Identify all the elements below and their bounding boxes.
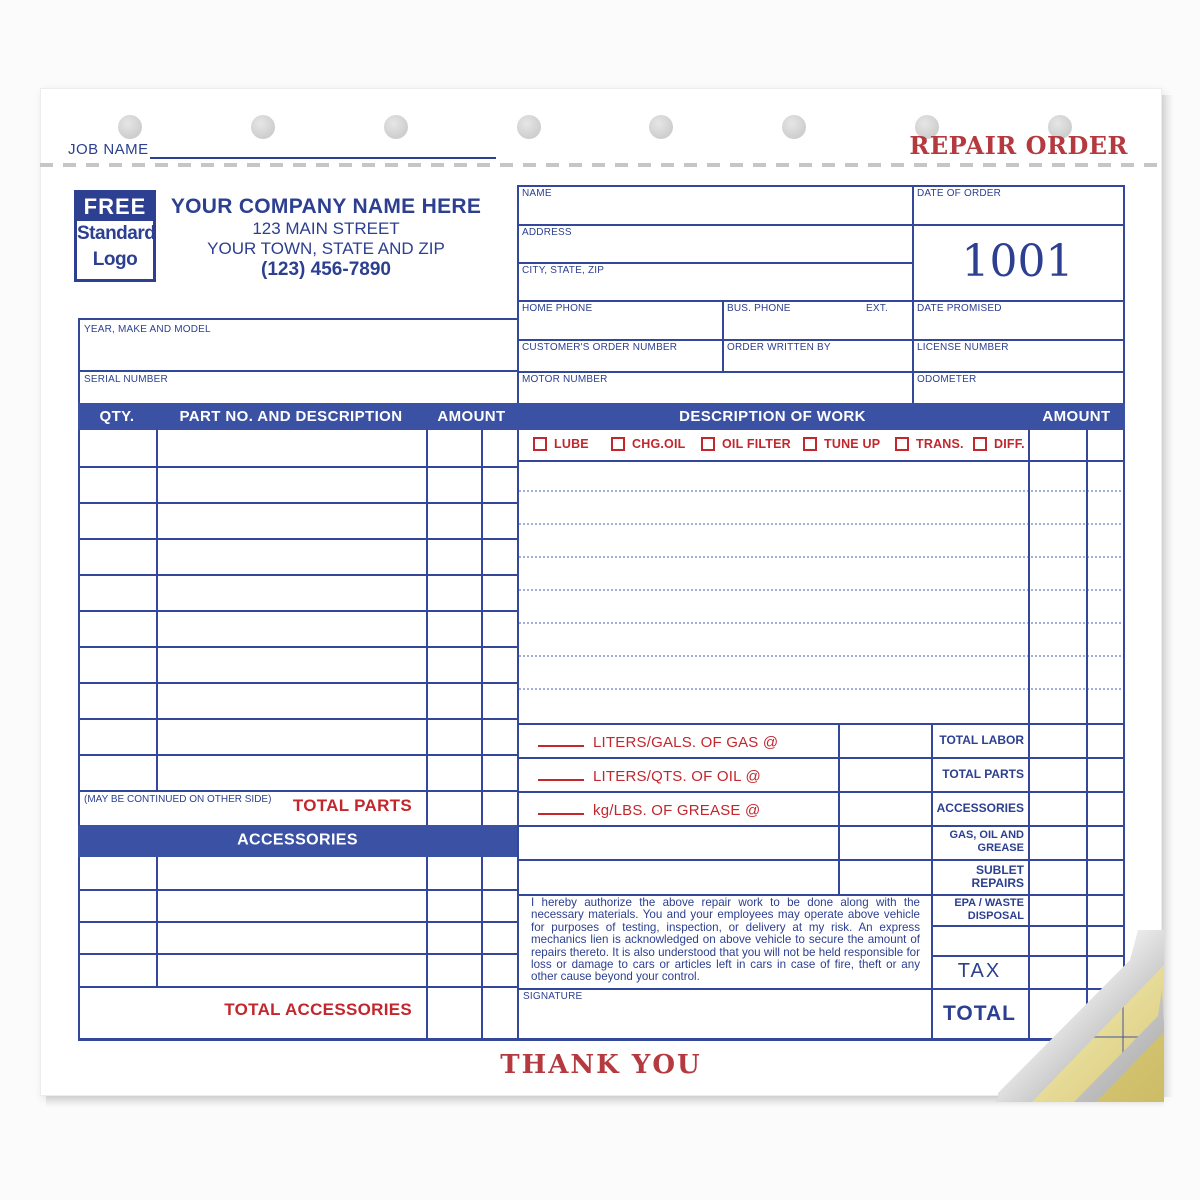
- home-phone-field[interactable]: [519, 314, 720, 337]
- part-description-header: PART NO. AND DESCRIPTION: [179, 407, 403, 425]
- checkbox-chg-oil[interactable]: [611, 437, 685, 451]
- total-parts-amount-cell[interactable]: [1030, 759, 1121, 789]
- signature-field[interactable]: [519, 1002, 929, 1036]
- punch-hole-icon: [384, 115, 408, 139]
- order-number: 1001: [961, 236, 1074, 287]
- odometer-field[interactable]: [914, 385, 1121, 401]
- page-curl: [990, 928, 1164, 1102]
- order-written-by-field[interactable]: [724, 353, 910, 369]
- grid-line: [517, 339, 1125, 341]
- date-promised-label: DATE PROMISED: [917, 303, 1002, 314]
- grid-line: [78, 318, 519, 320]
- ext-field[interactable]: [866, 314, 910, 337]
- parts-table-row[interactable]: [80, 718, 515, 754]
- accessories-row[interactable]: [80, 889, 515, 921]
- customers-order-number-label: CUSTOMER'S ORDER NUMBER: [522, 342, 678, 353]
- company-name: YOUR COMPANY NAME HERE: [170, 195, 482, 218]
- grid-line: [517, 371, 1125, 373]
- checkbox-lube[interactable]: [533, 437, 589, 451]
- grease-line-label: kg/LBS. OF GREASE @: [593, 802, 761, 819]
- punch-hole-icon: [649, 115, 673, 139]
- parts-table-row[interactable]: [80, 502, 515, 538]
- description-of-work-header: DESCRIPTION OF WORK: [679, 407, 866, 425]
- license-number-label: LICENSE NUMBER: [917, 342, 1009, 353]
- grid-line: [517, 185, 1125, 187]
- accessories-row[interactable]: [80, 953, 515, 986]
- total-parts-row-label: TOTAL PARTS: [292, 796, 412, 815]
- fill-in-blank[interactable]: [538, 768, 584, 781]
- motor-number-label: MOTOR NUMBER: [522, 374, 608, 385]
- checkbox-label: CHG.OIL: [632, 437, 686, 451]
- company-street: 123 MAIN STREET: [252, 219, 400, 238]
- continued-note: (MAY BE CONTINUED ON OTHER SIDE): [84, 794, 272, 805]
- gas-oil-grease-label: GAS, OIL AND GREASE: [949, 829, 1024, 854]
- company-block: [160, 195, 492, 281]
- total-parts-amount-cell[interactable]: [428, 790, 515, 825]
- city-state-zip-label: CITY, STATE, ZIP: [522, 265, 605, 276]
- tax-label: TAX: [957, 960, 1002, 982]
- grand-total-label: TOTAL: [942, 1002, 1017, 1025]
- checkbox-trans[interactable]: [895, 437, 964, 451]
- ext-label: EXT.: [866, 303, 888, 314]
- checkbox-label: OIL FILTER: [722, 437, 791, 451]
- accessories-row[interactable]: [80, 857, 515, 889]
- accessories-band-label: ACCESSORIES: [237, 831, 358, 849]
- total-labor-amount-cell[interactable]: [1030, 725, 1121, 755]
- gas-line[interactable]: [538, 734, 778, 751]
- company-logo: [74, 190, 156, 282]
- signature-label: SIGNATURE: [523, 991, 583, 1002]
- date-of-order-field[interactable]: [914, 200, 1121, 222]
- city-state-zip-field[interactable]: [519, 277, 910, 298]
- home-phone-label: HOME PHONE: [522, 303, 593, 314]
- grease-amount-cell[interactable]: [840, 793, 929, 823]
- name-field[interactable]: [519, 200, 910, 222]
- parts-table-row[interactable]: [80, 574, 515, 610]
- gas-line-label: LITERS/GALS. OF GAS @: [593, 734, 779, 751]
- job-name-label: JOB NAME: [68, 141, 149, 158]
- logo-word: Standard: [77, 223, 156, 244]
- checkbox-icon[interactable]: [533, 437, 547, 451]
- accessories-amount-cell[interactable]: [1030, 793, 1121, 823]
- parts-table-row[interactable]: [80, 610, 515, 646]
- form-title: REPAIR ORDER: [909, 131, 1128, 160]
- grid-line: [517, 300, 1125, 302]
- total-accessories-row-label: TOTAL ACCESSORIES: [224, 1000, 412, 1019]
- checkbox-label: DIFF.: [994, 437, 1025, 451]
- accessories-total-label: ACCESSORIES: [936, 800, 1024, 815]
- checkbox-tune-up[interactable]: [803, 437, 880, 451]
- fill-in-blank[interactable]: [538, 802, 584, 815]
- checkbox-icon[interactable]: [895, 437, 909, 451]
- fill-in-blank[interactable]: [538, 734, 584, 747]
- thank-you-text: THANK YOU: [500, 1050, 702, 1080]
- date-of-order-label: DATE OF ORDER: [917, 188, 1002, 199]
- logo-free-text: FREE: [77, 193, 153, 221]
- qty-header: QTY.: [99, 407, 135, 425]
- oil-line[interactable]: [538, 768, 761, 785]
- total-accessories-amount-cell[interactable]: [428, 986, 515, 1038]
- order-written-by-label: ORDER WRITTEN BY: [727, 342, 831, 353]
- grid-line: [78, 370, 519, 372]
- grid-line: [1123, 185, 1125, 1040]
- total-labor-label: TOTAL LABOR: [939, 732, 1024, 747]
- checkbox-diff[interactable]: [973, 437, 1025, 451]
- parts-table-row[interactable]: [80, 754, 515, 790]
- oil-amount-cell[interactable]: [840, 759, 929, 789]
- accessories-band: [78, 825, 517, 857]
- checkbox-icon[interactable]: [803, 437, 817, 451]
- sublet-repairs-label: SUBLET REPAIRS: [971, 862, 1024, 890]
- bus-phone-label: BUS. PHONE: [727, 303, 791, 314]
- punch-hole-icon: [782, 115, 806, 139]
- name-label: NAME: [522, 188, 552, 199]
- epa-waste-disposal-label: EPA / WASTE DISPOSAL: [954, 896, 1024, 922]
- bus-phone-field[interactable]: [724, 314, 862, 337]
- work-amount-header: AMOUNT: [1042, 407, 1111, 425]
- sublet-repairs-amount-cell[interactable]: [1030, 861, 1121, 892]
- gas-amount-cell[interactable]: [840, 725, 929, 757]
- epa-waste-amount-cell[interactable]: [1030, 896, 1121, 923]
- parts-table-row[interactable]: [80, 466, 515, 502]
- date-promised-field[interactable]: [914, 314, 1121, 337]
- year-make-model-label: YEAR, MAKE AND MODEL: [84, 324, 211, 335]
- grease-line[interactable]: [538, 802, 760, 819]
- year-make-model-field[interactable]: [80, 335, 515, 368]
- checkbox-oil-filter[interactable]: [701, 437, 791, 451]
- company-city: YOUR TOWN, STATE AND ZIP: [207, 239, 445, 258]
- parts-table-row[interactable]: [80, 430, 515, 466]
- checkbox-icon[interactable]: [973, 437, 987, 451]
- address-field[interactable]: [519, 239, 910, 260]
- perforation-line: [40, 163, 1162, 167]
- grid-line: [517, 262, 912, 264]
- parts-table-row[interactable]: [80, 682, 515, 718]
- work-description-area[interactable]: [519, 462, 1026, 721]
- parts-table-row[interactable]: [80, 538, 515, 574]
- customers-order-number-field[interactable]: [519, 353, 720, 369]
- checkbox-label: TRANS.: [916, 437, 964, 451]
- serial-number-field[interactable]: [80, 385, 515, 401]
- gas-oil-grease-amount-cell[interactable]: [1030, 827, 1121, 857]
- checkbox-label: TUNE UP: [824, 437, 881, 451]
- checkbox-icon[interactable]: [701, 437, 715, 451]
- accessories-row[interactable]: [80, 921, 515, 953]
- punch-hole-icon: [118, 115, 142, 139]
- license-number-field[interactable]: [914, 353, 1121, 369]
- job-name-line[interactable]: [150, 157, 496, 159]
- motor-number-field[interactable]: [519, 385, 910, 401]
- odometer-label: ODOMETER: [917, 374, 977, 385]
- parts-table-row[interactable]: [80, 646, 515, 682]
- punch-hole-icon: [517, 115, 541, 139]
- total-parts-label: TOTAL PARTS: [942, 766, 1024, 781]
- address-label: ADDRESS: [522, 227, 572, 238]
- parts-amount-header: AMOUNT: [437, 407, 506, 425]
- checkbox-label: LUBE: [554, 437, 589, 451]
- checkbox-icon[interactable]: [611, 437, 625, 451]
- serial-number-label: SERIAL NUMBER: [84, 374, 168, 385]
- authorization-text: I hereby authorize the above repair work to be done along with the necessary materials. You and your employees may operate above vehicle for purposes of testing, inspection, or delivery at my risk. An express mechanics lien is acknowledged on above vehicle to secure the amount of repairs thereto. It is also understood that you will not be held responsible for loss or damage to cars or articles left in cars in case of fire, theft or any other cause beyond your control.: [531, 896, 920, 984]
- company-phone: (123) 456-7890: [261, 259, 391, 280]
- punch-hole-icon: [251, 115, 275, 139]
- oil-line-label: LITERS/QTS. OF OIL @: [593, 768, 761, 785]
- logo-word: Logo: [92, 249, 138, 270]
- table-header-band: [78, 403, 1125, 430]
